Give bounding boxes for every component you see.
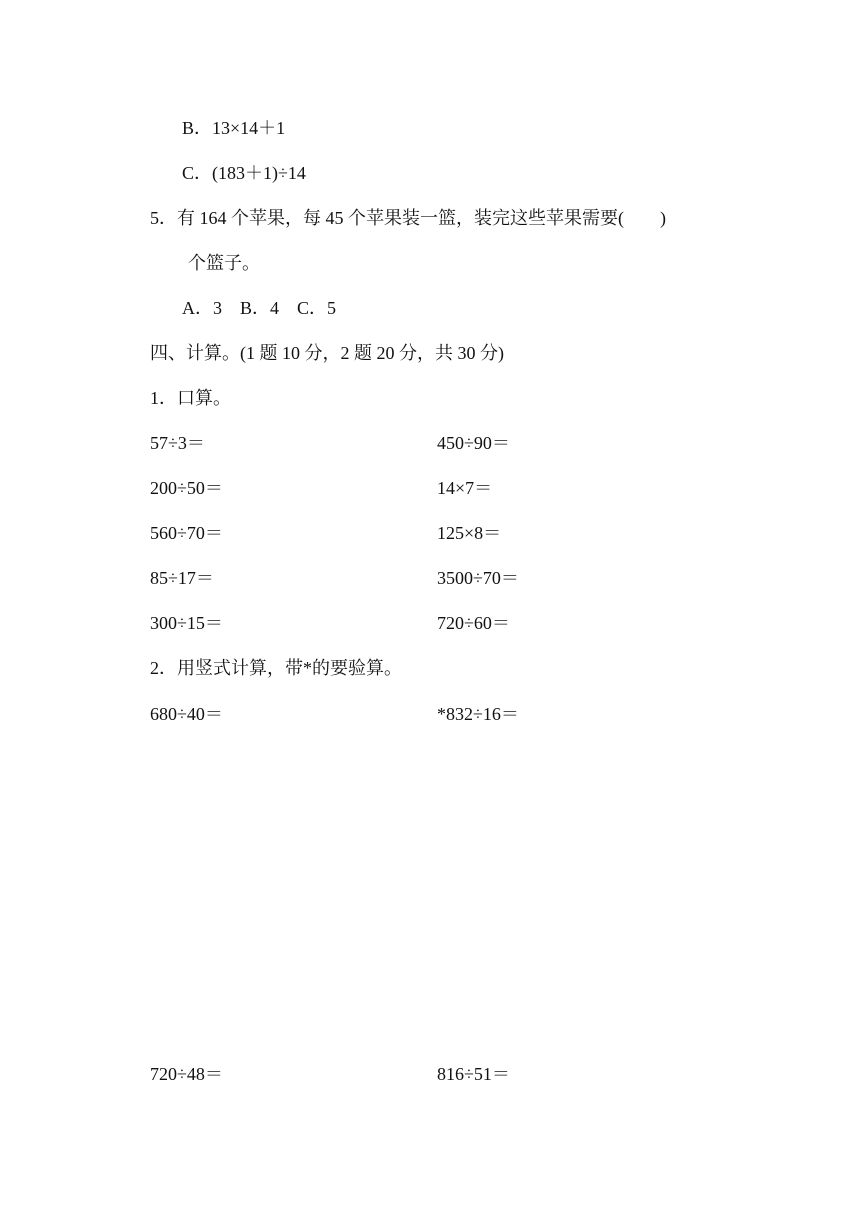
mental-problem: 720÷60＝: [437, 613, 510, 633]
part2-title: 2．用竖式计算，带*的要验算。: [150, 658, 402, 678]
mental-problem: 200÷50＝: [150, 478, 223, 498]
mental-problem: 300÷15＝: [150, 613, 223, 633]
q4-option-b: B．13×14＋1: [182, 118, 286, 138]
vertical-problem: 720÷48＝: [150, 1064, 223, 1084]
mental-problem: 560÷70＝: [150, 523, 223, 543]
vertical-problem: 680÷40＝: [150, 704, 223, 724]
q5-stem-continued: 个篮子。: [188, 253, 260, 273]
vertical-problem: *832÷16＝: [437, 704, 519, 724]
vertical-problem: 816÷51＝: [437, 1064, 510, 1084]
q4-option-c: C．(183＋1)÷14: [182, 163, 306, 183]
q5-stem: 5．有 164 个苹果，每 45 个苹果装一篮，装完这些苹果需要( ): [150, 208, 666, 228]
section4-heading: 四、计算。(1 题 10 分，2 题 20 分，共 30 分): [150, 343, 504, 363]
mental-problem: 125×8＝: [437, 523, 502, 543]
part1-title: 1．口算。: [150, 388, 231, 408]
mental-problem: 3500÷70＝: [437, 568, 519, 588]
mental-problem: 14×7＝: [437, 478, 493, 498]
mental-problem: 57÷3＝: [150, 433, 205, 453]
q5-options: A．3 B．4 C．5: [182, 298, 337, 318]
mental-problem: 450÷90＝: [437, 433, 510, 453]
mental-problem: 85÷17＝: [150, 568, 214, 588]
